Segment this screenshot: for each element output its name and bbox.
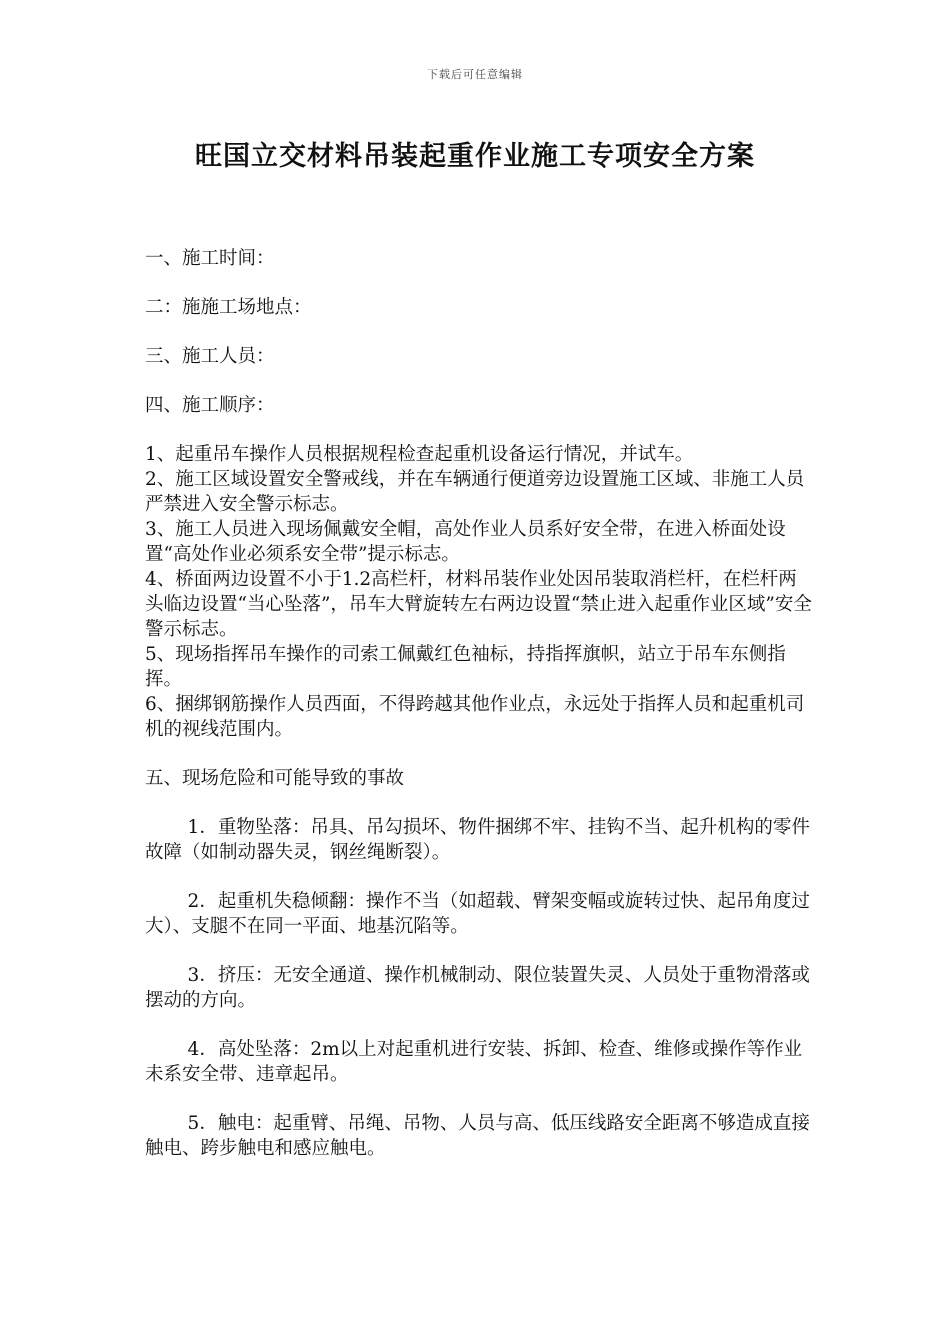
step-item: 4、桥面两边设置不小于1.2高栏杆，材料吊装作业处因吊装取消栏杆，在栏杆两头临边设置“当心坠落”，吊车大臂旋转左右两边设置“禁止进入起重作业区域”安全警示标志。 <box>145 569 812 640</box>
step-item: 1、起重吊车操作人员根据规程检查起重机设备运行情况，并试车。 <box>145 444 694 465</box>
step-item: 5、现场指挥吊车操作的司索工佩戴红色袖标，持指挥旗帜，站立于吊车东侧指挥。 <box>145 644 786 690</box>
section-construction-personnel: 三、施工人员： <box>145 346 275 367</box>
step-item: 3、施工人员进入现场佩戴安全帽，高处作业人员系好安全带，在进入桥面处设置“高处作业必须系安全带”提示标志。 <box>145 519 786 565</box>
section-construction-site: 二：施施工场地点： <box>145 297 312 318</box>
page-header-note: 下载后可任意编辑 <box>427 68 523 81</box>
document-title: 旺国立交材料吊装起重作业施工专项安全方案 <box>195 141 755 172</box>
hazard-item: 2．起重机失稳倾翻：操作不当（如超载、臂架变幅或旋转过快、起吊角度过大）、支腿不在同一平面、地基沉陷等。 <box>145 891 810 937</box>
step-item: 2、施工区域设置安全警戒线，并在车辆通行便道旁边设置施工区域、非施工人员严禁进入安全警示标志。 <box>145 469 805 515</box>
construction-steps-list <box>145 442 813 742</box>
section-construction-sequence: 四、施工顺序： <box>145 395 275 416</box>
section-construction-time: 一、施工时间： <box>145 248 275 269</box>
hazard-item: 4．高处坠落：2m以上对起重机进行安装、拆卸、检查、维修或操作等作业未系安全带、违章起吊。 <box>145 1039 803 1085</box>
hazard-item: 3．挤压：无安全通道、操作机械制动、限位装置失灵、人员处于重物滑落或摆动的方向。 <box>145 965 810 1011</box>
hazard-item: 5．触电：起重臂、吊绳、吊物、人员与高、低压线路安全距离不够造成直接触电、跨步触电和感应触电。 <box>145 1113 810 1159</box>
hazard-item: 1．重物坠落：吊具、吊勾损坏、物件捆绑不牢、挂钩不当、起升机构的零件故障（如制动器失灵，钢丝绳断裂）。 <box>145 817 810 863</box>
step-item: 6、捆绑钢筋操作人员西面，不得跨越其他作业点，永远处于指挥人员和起重机司机的视线范围内。 <box>145 694 805 740</box>
document-body <box>145 246 813 1185</box>
section-hazards: 五、现场危险和可能导致的事故 <box>145 768 405 789</box>
